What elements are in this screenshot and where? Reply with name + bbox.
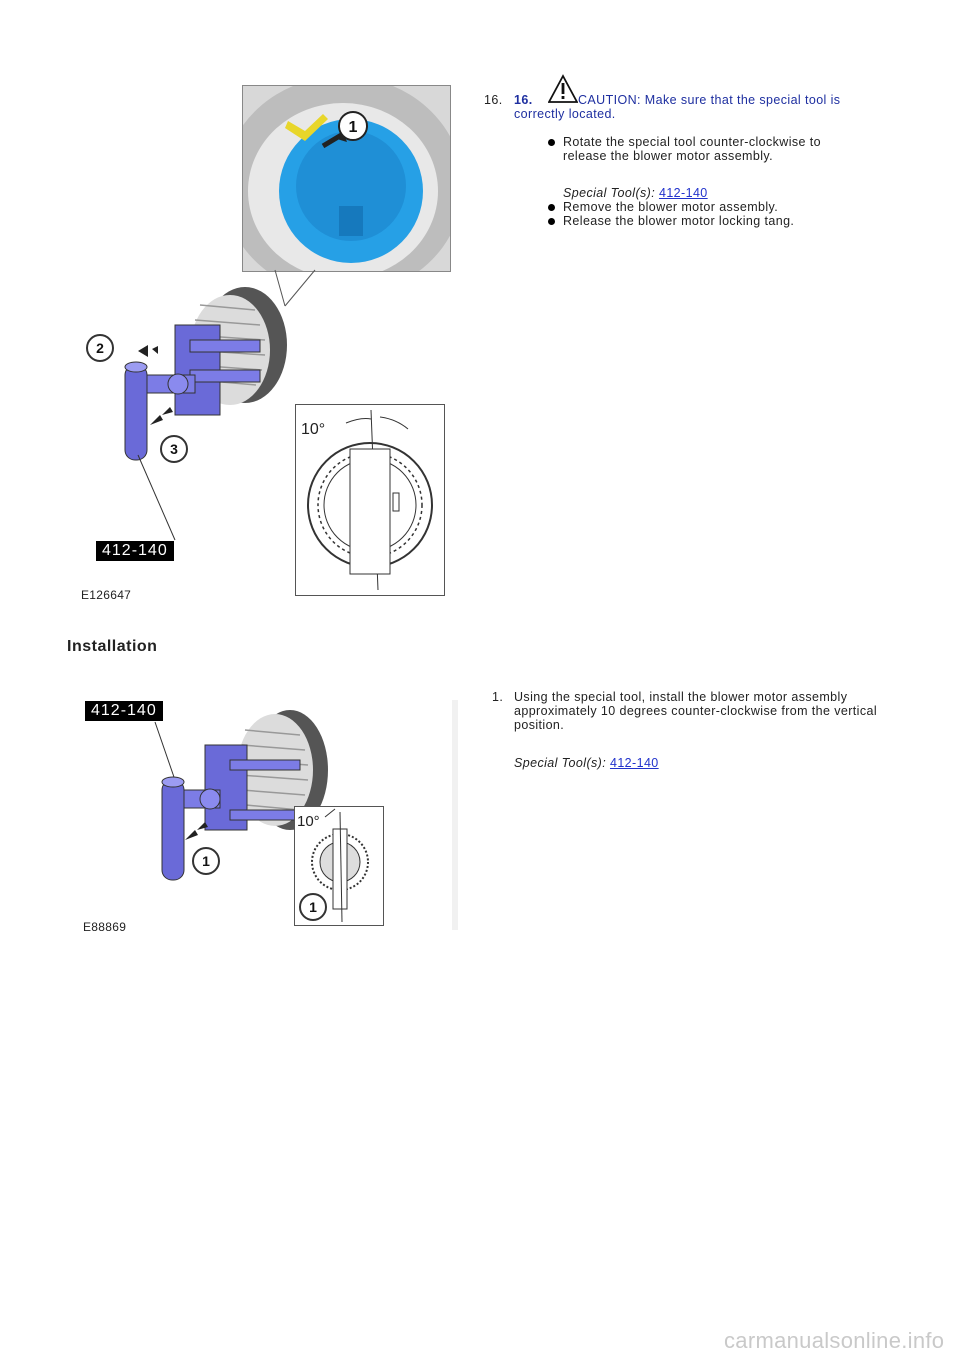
- special-tools-row: [514, 756, 659, 770]
- figure-id: E126647: [81, 588, 132, 602]
- inset-photo: [242, 85, 451, 272]
- step-bold-number: 16.: [514, 93, 533, 107]
- caution-text: CAUTION: Make sure that the special tool is correctly located.: [514, 93, 841, 121]
- blower-motor-with-tool-illustration: [80, 285, 310, 585]
- bullet-dot: [548, 218, 555, 225]
- bullet-release-tang: Release the blower motor locking tang.: [563, 214, 795, 228]
- step-number: 16.: [484, 93, 503, 107]
- callout-2: 2: [86, 334, 114, 362]
- angle-label: 10°: [297, 813, 320, 830]
- step-number: 1.: [492, 690, 504, 704]
- tool-link-412-140[interactable]: 412-140: [609, 756, 659, 770]
- special-tools-label: Special Tool(s):: [514, 756, 607, 770]
- figure-id: E88869: [83, 920, 127, 934]
- tool-link-412-140[interactable]: 412-140: [658, 186, 708, 200]
- callout-3: 3: [160, 435, 188, 463]
- figure-right-edge: [452, 700, 458, 930]
- special-tools-label: Special Tool(s):: [563, 186, 656, 200]
- detail-angle-view: [295, 404, 445, 596]
- callout-1: 1: [299, 893, 327, 921]
- angle-diagram: [296, 405, 444, 595]
- installation-heading: Installation: [67, 638, 158, 655]
- watermark: carmanualsonline.info: [724, 1328, 945, 1353]
- blower-photo-illustration: [243, 86, 450, 271]
- tool-label-412-140: 412-140: [85, 701, 163, 721]
- installation-step-text: Using the special tool, install the blower motor assembly approximately 10 degrees counter-clockwise from the vertical position.: [514, 690, 878, 732]
- detail-angle-view: [294, 806, 384, 926]
- bullet-rotate-tool: Rotate the special tool counter-clockwise to release the blower motor assembly.: [563, 135, 821, 163]
- angle-label: 10°: [301, 421, 326, 438]
- bullet-dot: [548, 139, 555, 146]
- special-tools-row: [563, 186, 708, 200]
- tool-label-412-140: 412-140: [96, 541, 174, 561]
- bullet-remove-assembly: Remove the blower motor assembly.: [563, 200, 779, 214]
- svg-text:1: 1: [348, 119, 358, 136]
- bullet-dot: [548, 204, 555, 211]
- callout-1: 1: [192, 847, 220, 875]
